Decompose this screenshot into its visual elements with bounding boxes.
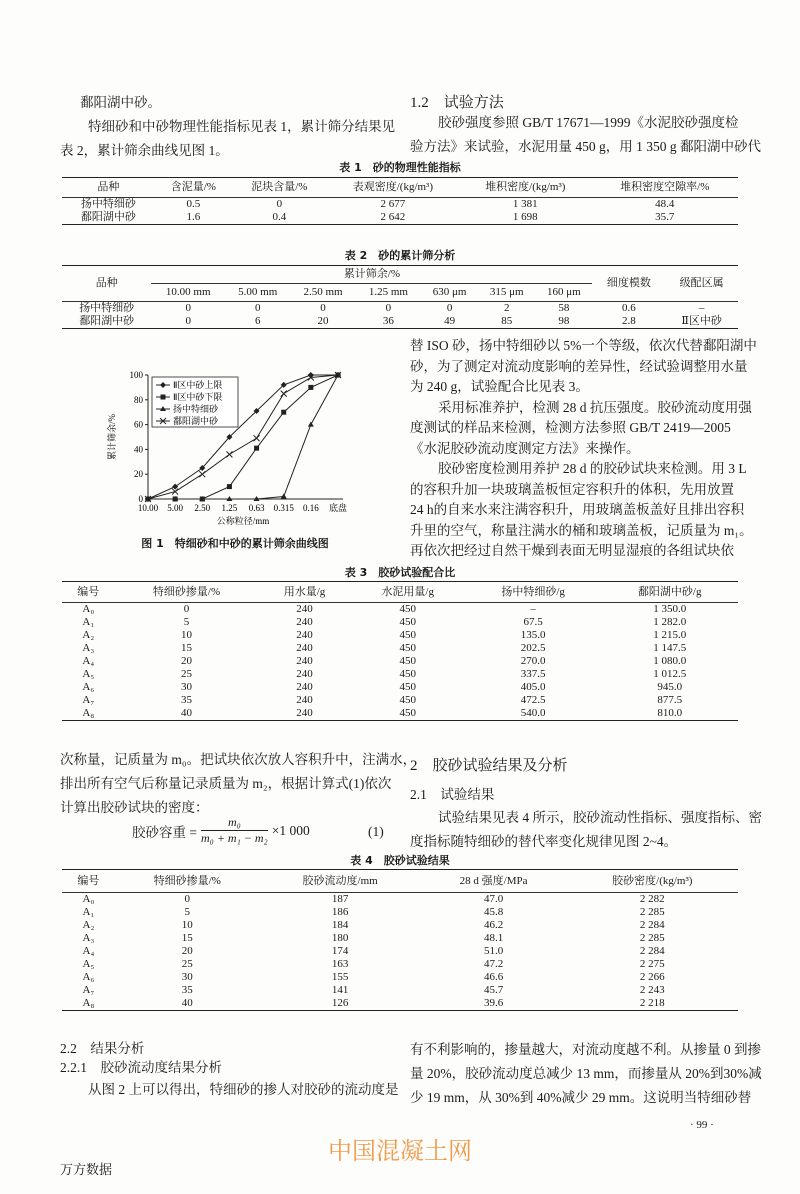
text-line: 升里的空气，称量注满水的桶和玻璃盖板，记质量为 m₁。	[410, 522, 753, 538]
table-cell: 1 080.0	[653, 655, 687, 667]
data-point	[227, 484, 232, 489]
table-cell: 174	[331, 945, 349, 957]
text-line: 特细砂和中砂物理性能指标见表 1，累计筛分结果见	[88, 119, 396, 134]
table-cell: 2 275	[639, 958, 665, 970]
paragraph-right-mid	[410, 336, 757, 562]
table-row	[62, 198, 738, 212]
text-line: 替 ISO 砂，扬中特细砂以 5%一个等级，依次代替鄱阳湖中	[410, 338, 757, 353]
text-line: 表 2，累计筛余曲线见图 1。	[60, 143, 229, 158]
table-cell: 25	[181, 668, 192, 680]
table-header-row	[62, 266, 738, 284]
text-line: 少 19 mm，从 30%到 40%减少 29 mm。这说明当特细砂替	[410, 1090, 752, 1105]
table-cell: 2 218	[639, 997, 665, 1009]
table-cell: 48.1	[483, 932, 504, 944]
x-tick-label: 10.00	[137, 503, 159, 513]
table-cell: 25	[181, 958, 193, 970]
x-tick-label: 0.315	[273, 503, 294, 513]
table-cell: 2 285	[639, 906, 665, 918]
table-cell: 1.25 mm	[368, 286, 408, 298]
table-cell: 15	[181, 642, 192, 654]
table-row	[62, 302, 738, 316]
data-point	[281, 391, 287, 397]
table-cell: 450	[399, 681, 416, 693]
text-line: 的容积升加一块玻璃盖板恒定容积升的体积，先用放置	[410, 481, 734, 497]
data-point	[254, 446, 259, 451]
table-2	[62, 265, 738, 329]
table-cell: A₈	[82, 707, 95, 719]
data-point	[308, 385, 313, 390]
table-cell: 0	[185, 302, 191, 314]
table-cell: 36	[382, 315, 394, 327]
legend-label: 鄱阳湖中砂	[173, 416, 219, 426]
table-cell: 48.4	[655, 198, 675, 210]
text-line: 量 20%，胶砂流动度总减少 13 mm，而掺量从 20%到30%减	[410, 1066, 762, 1081]
table-cell: 47.2	[483, 958, 504, 970]
table-cell: 450	[399, 629, 416, 641]
table-cell: 202.5	[520, 642, 546, 654]
table-cell: 扬中特细砂/g	[501, 585, 565, 598]
table-row	[62, 932, 738, 945]
table-cell: 累计筛余/%	[151, 266, 592, 284]
table-cell: A₇	[82, 694, 95, 706]
text-line: 再依次把经过自然干燥到表面无明显湿痕的各组试块依	[410, 543, 734, 558]
formula-multiplier: ×1 000	[271, 822, 310, 838]
text-line: 砂，为了测定对流动度影响的差异性，经试验调整用水量	[410, 358, 748, 374]
data-point	[281, 494, 287, 499]
table-cell: 0	[185, 315, 191, 327]
table-cell: A₅	[82, 668, 95, 680]
legend-marker	[161, 395, 166, 400]
table-cell: 240	[296, 707, 313, 719]
table-cell: A₀	[82, 603, 95, 615]
table-cell: 泥块含量/%	[251, 181, 308, 193]
table-cell: 细度模数	[592, 266, 665, 302]
table-cell: 45.8	[483, 906, 504, 918]
table-cell: 1 350.0	[653, 603, 687, 615]
table-cell: 0.4	[272, 211, 287, 223]
table-row	[62, 616, 738, 629]
table-cell: A₁	[82, 906, 95, 918]
section-heading-2-1: 2.1 试验结果	[410, 787, 495, 802]
table-cell: 39.6	[483, 997, 504, 1009]
table-row	[62, 642, 738, 655]
table-cell: 98	[558, 315, 570, 327]
data-point	[254, 435, 260, 441]
table-cell: 1 282.0	[653, 616, 687, 628]
table-cell: A₅	[82, 958, 95, 970]
table-cell: 15	[181, 932, 193, 944]
paragraph-left-top	[60, 91, 395, 163]
table-cell: 20	[181, 655, 192, 667]
table-cell: 0	[385, 302, 392, 314]
table-cell: 155	[331, 971, 349, 983]
table-cell: 扬中特细砂	[80, 198, 136, 210]
table-1	[62, 177, 738, 225]
table-cell: 240	[296, 668, 313, 680]
table-cell: 5	[183, 616, 190, 628]
y-tick-label: 60	[134, 419, 143, 430]
formula-numerator: m₀	[201, 815, 268, 831]
table-cell: 表观密度/(kg/m³)	[352, 181, 434, 193]
table-cell: 2 677	[380, 198, 406, 210]
table-cell: 6	[254, 315, 261, 327]
table-cell: A₆	[82, 971, 95, 983]
table-row	[62, 603, 738, 617]
table-row	[62, 971, 738, 984]
table-cell: 胶砂密度/(kg/m³)	[612, 874, 693, 887]
table-4	[62, 869, 738, 1011]
table-cell: 186	[331, 906, 349, 918]
table-cell: 2 243	[639, 984, 665, 996]
table-cell: 28 d 强度/MPa	[459, 874, 528, 887]
table-cell: 鄱阳湖中砂/g	[637, 585, 702, 598]
table-cell: 35	[181, 984, 193, 996]
table-cell: 35	[181, 694, 192, 706]
y-tick-label: 100	[129, 370, 143, 380]
table-row	[62, 945, 738, 958]
table-row	[62, 984, 738, 997]
formula-number: (1)	[368, 824, 384, 839]
table-cell: 堆积密度空隙率/%	[620, 181, 710, 193]
text-line: 胶砂密度检测用养护 28 d 的胶砂试块来检测。用 3 L	[438, 461, 747, 476]
table-cell: 184	[331, 919, 349, 931]
legend-label: Ⅱ区中砂下限	[173, 392, 223, 402]
table-cell: A₂	[82, 629, 95, 641]
table-cell: 67.5	[523, 616, 543, 628]
table-cell: 0.5	[186, 198, 201, 210]
section-heading-1-2: 1.2 试验方法	[410, 95, 504, 111]
table-cell: 1 381	[512, 198, 538, 210]
table-cell: 2 266	[639, 971, 665, 983]
chart-caption: 图 1 特细砂和中砂的累计筛余曲线图	[141, 537, 329, 550]
data-point	[281, 410, 286, 415]
legend-label: Ⅱ区中砂上限	[173, 380, 223, 390]
table-cell: 2.8	[621, 315, 636, 327]
table-cell: 85	[501, 315, 513, 327]
table-cell: 品种	[62, 266, 151, 302]
text-line: 《水泥胶砂流动度测定方法》来操作。	[410, 440, 640, 456]
table-cell: 堆积密度/(kg/m³)	[485, 181, 566, 193]
table3-title: 表 3 胶砂试验配合比	[344, 566, 456, 579]
table-cell: A₁	[82, 616, 95, 628]
table-cell: 5.00 mm	[238, 286, 278, 298]
table-cell: –	[698, 302, 705, 314]
table-cell: 450	[399, 707, 416, 719]
table-cell: 405.0	[520, 681, 546, 693]
table-3	[62, 581, 738, 721]
y-tick-label: 40	[134, 444, 143, 455]
table-cell: 编号	[77, 585, 100, 598]
table-cell: A₃	[82, 642, 95, 654]
text-line: 为 240 g，试验配合比见表 3。	[410, 379, 589, 394]
text-line: 验方法》来试验，水泥用量 450 g，用 1 350 g 鄱阳湖中砂代	[410, 139, 761, 154]
text-line: 计算出胶砂试块的密度：	[60, 800, 209, 815]
table-cell: 315 μm	[489, 286, 524, 298]
table-cell: 2 285	[639, 932, 665, 944]
chart-figure-1	[95, 360, 375, 535]
table-cell: 30	[181, 971, 193, 983]
paragraph-left-mid	[60, 748, 416, 820]
x-tick-label: 0.16	[302, 503, 319, 513]
table-cell: 540.0	[520, 707, 546, 719]
table-cell: 240	[296, 694, 313, 706]
table-cell: 0	[446, 302, 453, 314]
table-cell: 240	[296, 603, 313, 615]
x-tick-label: 底盘	[328, 503, 348, 513]
table-cell: 810.0	[657, 707, 683, 719]
table-cell: 0.6	[621, 302, 636, 314]
y-tick-label: 0	[138, 494, 143, 504]
table-row	[62, 211, 738, 225]
table-cell: 46.6	[483, 971, 504, 983]
table-cell: 47.0	[483, 893, 504, 905]
table-cell: 51.0	[483, 945, 504, 957]
table-cell: 450	[399, 668, 416, 680]
formula-lhs: 胶砂容重 =	[132, 824, 197, 840]
table-cell: A₄	[82, 945, 95, 957]
table-cell: 含泥量/%	[170, 181, 216, 193]
data-point	[172, 484, 178, 490]
table-cell: 0	[254, 302, 261, 314]
table2-title: 表 2 砂的累计筛分析	[344, 249, 456, 262]
text-line: 胶砂强度参照 GB/T 17671—1999《水泥胶砂强度检	[438, 115, 739, 130]
x-tick-label: 1.25	[221, 503, 238, 513]
table-cell: 337.5	[520, 668, 546, 680]
table-cell: A₈	[82, 997, 95, 1009]
table-row	[62, 629, 738, 642]
table-header-row	[62, 582, 738, 603]
text-line: 鄱阳湖中砂。	[80, 95, 161, 110]
table-row	[62, 893, 738, 907]
table-cell: 450	[399, 655, 416, 667]
table-cell: 450	[399, 603, 416, 615]
table-cell: 240	[296, 681, 313, 693]
table-cell: 163	[331, 958, 349, 970]
table-cell: 240	[296, 655, 313, 667]
table-cell: 胶砂流动度/mm	[302, 874, 378, 887]
table-cell: 40	[181, 997, 193, 1009]
table-cell: 2 282	[639, 893, 665, 905]
table1-title: 表 1 砂的物理性能指标	[339, 161, 461, 174]
y-axis-label: 累计筛余/%	[107, 414, 117, 460]
source-label: 万方数据	[60, 1162, 113, 1177]
table-cell: 630 μm	[432, 286, 467, 298]
table-cell: 0	[320, 302, 326, 314]
table-cell: 编号	[77, 874, 100, 887]
table-cell: 240	[296, 616, 313, 628]
table-cell: A₇	[82, 984, 95, 996]
text-line: 排出所有空气后称量记录质量为 m₂，根据计算式(1)依次	[60, 776, 392, 791]
table-row	[62, 919, 738, 932]
table-row	[62, 655, 738, 668]
table-cell: 270.0	[520, 655, 546, 667]
table-cell: 20	[181, 945, 193, 957]
table-cell: Ⅱ区中砂	[681, 315, 722, 327]
table-cell: A₀	[82, 893, 95, 905]
table-cell: 187	[331, 893, 349, 905]
y-tick-label: 80	[134, 394, 143, 405]
table-row	[62, 668, 738, 681]
table-cell: 160 μm	[547, 286, 581, 298]
table-cell: 扬中特细砂	[79, 302, 135, 314]
table-cell: 126	[331, 997, 349, 1009]
x-axis-label: 公称粒径/mm	[216, 516, 270, 526]
legend-label: 扬中特细砂	[173, 404, 219, 414]
table-cell: 级配区属	[665, 266, 738, 302]
table-cell: 0	[184, 893, 190, 905]
table-cell: 240	[296, 629, 313, 641]
table-cell: 2	[504, 302, 510, 314]
table-cell: 10	[181, 919, 193, 931]
table-cell: 0	[276, 198, 283, 210]
table-cell: 鄱阳湖中砂	[80, 211, 136, 223]
section-heading-2-2-1: 2.2.1 胶砂流动度结果分析	[60, 1060, 222, 1075]
text-line: 次称量，记质量为 m₀。把试块依次放人容积升中，注满水，	[60, 752, 417, 767]
table-cell: 450	[399, 694, 416, 706]
section-heading-2: 2 胶砂试验结果及分析	[410, 758, 568, 774]
x-tick-label: 0.63	[248, 503, 265, 513]
table-cell: 35.7	[655, 211, 675, 223]
formula-denominator: m₀ + m₁ − m₂	[201, 831, 268, 845]
table-cell: 品种	[97, 181, 120, 193]
paragraph-right-sec2	[410, 806, 762, 854]
table-cell: 1 215.0	[653, 629, 687, 641]
table-cell: 45.7	[483, 984, 504, 996]
table-cell: 2 284	[639, 945, 665, 957]
table-cell: 用水量/g	[283, 585, 326, 598]
table-cell: 10	[181, 629, 192, 641]
table-cell: –	[530, 603, 536, 615]
text-line: 度指标随特细砂的替代率变化规律见图 2~4。	[410, 834, 678, 849]
table-cell: 2 642	[380, 211, 406, 223]
table4-title: 表 4 胶砂试验结果	[350, 854, 450, 867]
table-cell: 40	[181, 707, 192, 719]
paragraph-right-top	[410, 111, 761, 159]
text-line: 24 h的自来水来注满容积升，用玻璃盖板盖好且排出容积	[410, 502, 745, 517]
paragraph-left-bottom: 从图 2 上可以得出，特细砂的掺人对胶砂的流动度是	[88, 1082, 399, 1097]
page-number: · 99 ·	[690, 1119, 714, 1131]
data-point	[308, 422, 314, 427]
watermark-logo: 中国混凝土网	[328, 1137, 472, 1165]
table-cell: 877.5	[657, 694, 683, 706]
table-cell: 180	[331, 932, 349, 944]
table-cell: 特细砂掺量/%	[152, 585, 221, 598]
text-line: 有不利影响的，掺量越大，对流动度越不利。从掺量 0 到掺	[410, 1042, 761, 1057]
table-cell: 20	[317, 315, 329, 327]
table-cell: 1 147.5	[653, 642, 687, 654]
y-tick-label: 20	[134, 469, 143, 480]
table-cell: 0	[183, 603, 190, 615]
table-row	[62, 997, 738, 1011]
x-tick-label: 2.50	[194, 503, 211, 513]
table-row	[62, 958, 738, 971]
data-point	[199, 471, 205, 477]
table-cell: 58	[558, 302, 570, 314]
table-cell: 49	[444, 315, 456, 327]
table-row	[62, 707, 738, 721]
table-row	[62, 906, 738, 919]
table-cell: 450	[399, 642, 416, 654]
table-cell: 1 698	[512, 211, 538, 223]
table-row	[62, 694, 738, 707]
text-line: 度测试的样品来检测，检测方法参照 GB/T 2419—2005	[410, 420, 731, 435]
table-cell: A₂	[82, 919, 95, 931]
table-cell: 141	[331, 984, 349, 996]
table-cell: 135.0	[520, 629, 546, 641]
table-header-row	[62, 178, 738, 198]
table-cell: 特细砂掺量/%	[153, 874, 221, 887]
table-cell: 5	[184, 906, 190, 918]
table-cell: 450	[399, 616, 416, 628]
table-cell: 240	[296, 642, 313, 654]
table-cell: A₆	[82, 681, 95, 693]
section-heading-2-2: 2.2 结果分析	[60, 1041, 145, 1056]
table-cell: A₃	[82, 932, 95, 944]
table-cell: 2 284	[639, 919, 665, 931]
formula-1	[132, 815, 310, 846]
table-cell: 鄱阳湖中砂	[79, 315, 135, 327]
table-header-row	[62, 870, 738, 893]
table-row	[62, 315, 738, 329]
text-line: 试验结果见表 4 所示，胶砂流动性指标、强度指标、密	[438, 810, 762, 825]
table-cell: A₄	[82, 655, 95, 667]
paragraph-right-bottom	[410, 1038, 762, 1110]
table-cell: 10.00 mm	[165, 286, 211, 298]
table-cell: 1 012.5	[653, 668, 687, 680]
data-point	[226, 451, 232, 457]
table-row	[62, 681, 738, 694]
table-cell: 2.50 mm	[303, 286, 343, 298]
table-cell: 水泥用量/g	[381, 585, 434, 598]
table-cell: 472.5	[520, 694, 546, 706]
table-cell: 46.2	[483, 919, 504, 931]
table-cell: 945.0	[657, 681, 683, 693]
table-cell: 1.6	[186, 211, 201, 223]
table-cell: 30	[181, 681, 192, 693]
x-tick-label: 5.00	[167, 503, 184, 513]
text-line: 采用标准养护，检测 28 d 抗压强度。胶砂流动度用强	[438, 399, 752, 415]
